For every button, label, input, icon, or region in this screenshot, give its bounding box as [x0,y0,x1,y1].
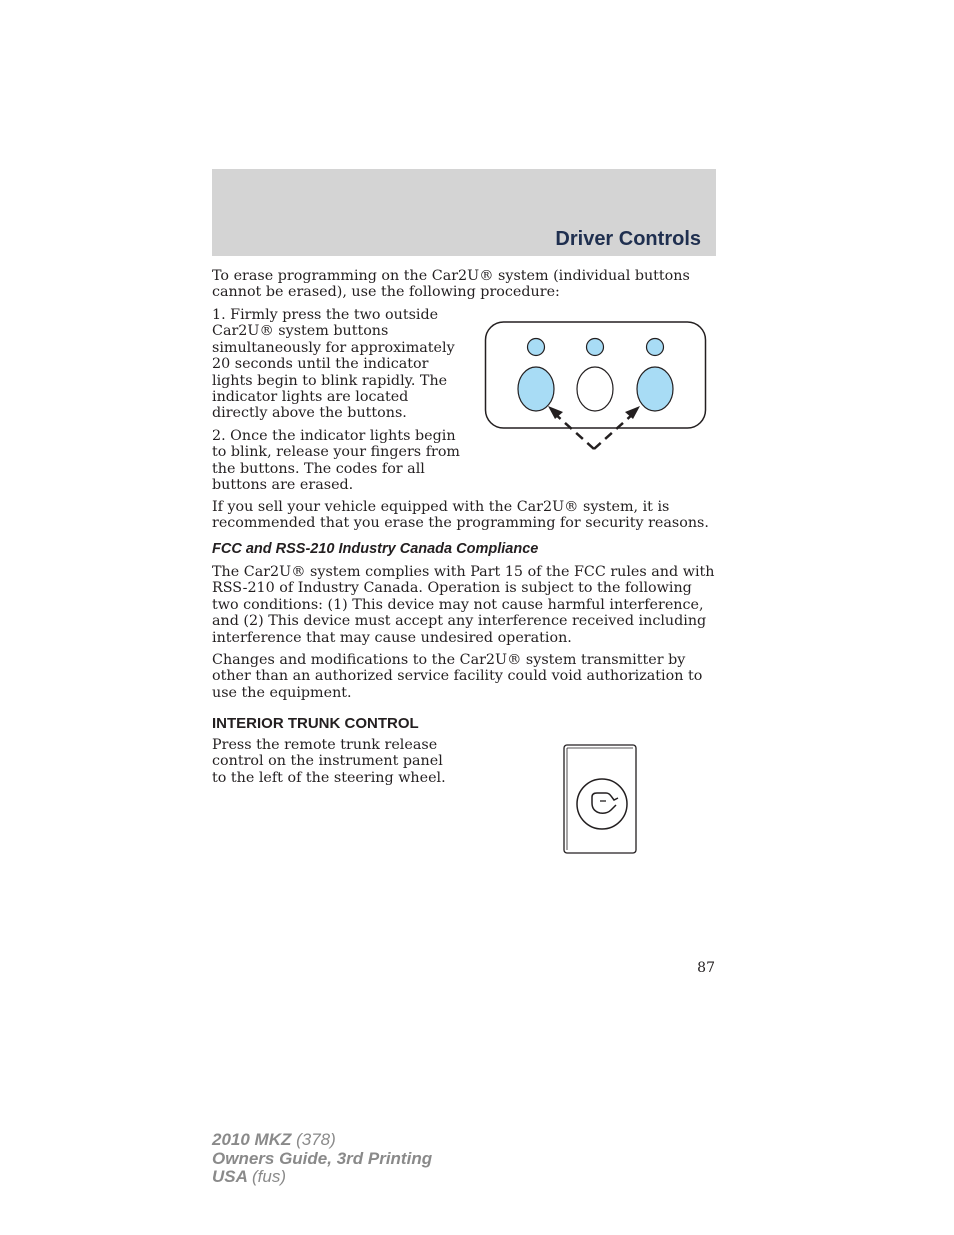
document-footer [212,1131,432,1187]
trunk-release-icon [562,743,640,856]
footer-line-2: Owners Guide, 3rd Printing [212,1148,433,1168]
step-2: 2. Once the indicator lights begin to blink, release your fingers from the buttons. The codes for all buttons are erased. [212,428,460,494]
button-middle [577,367,613,411]
footer-line-3: USA (fus) [212,1167,286,1186]
step-1: 1. Firmly press the two outside Car2U® system buttons simultaneously for approximately 20 seconds until the indicator lights begin to blink rapidly. The indicator lights are located directly above the buttons. [212,307,455,422]
indicator-light-left [528,339,545,356]
page-number: 87 [697,960,715,976]
fcc-paragraph-2: Changes and modifications to the Car2U® system transmitter by other than an authorized service facility could void authorization to use the equipment. [212,652,703,701]
button-right [637,367,673,411]
car2u-button-panel-illustration [484,320,710,455]
section-title: Driver Controls [555,228,701,250]
button-left [518,367,554,411]
intro-paragraph: To erase programming on the Car2U® system (individual buttons cannot be erased), use the following procedure: [212,268,690,301]
fcc-paragraph-1: The Car2U® system complies with Part 15 of the FCC rules and with RSS-210 of Industry Canada. Operation is subject to the following two conditions: (1) This device may not cause harmful interference, and (2) This device must accept any interference received including interference that may cause undesired operation. [212,564,715,646]
trunk-paragraph: Press the remote trunk release control on the instrument panel to the left of the steering wheel. [212,737,446,786]
trunk-heading: INTERIOR TRUNK CONTROL [212,715,419,732]
indicator-light-middle [587,339,604,356]
section-header [212,169,716,256]
sell-note: If you sell your vehicle equipped with the Car2U® system, it is recommended that you erase the programming for security reasons. [212,499,709,532]
fcc-heading: FCC and RSS-210 Industry Canada Compliance [212,541,539,557]
footer-line-1: 2010 MKZ (378) [212,1130,336,1149]
indicator-light-right [647,339,664,356]
